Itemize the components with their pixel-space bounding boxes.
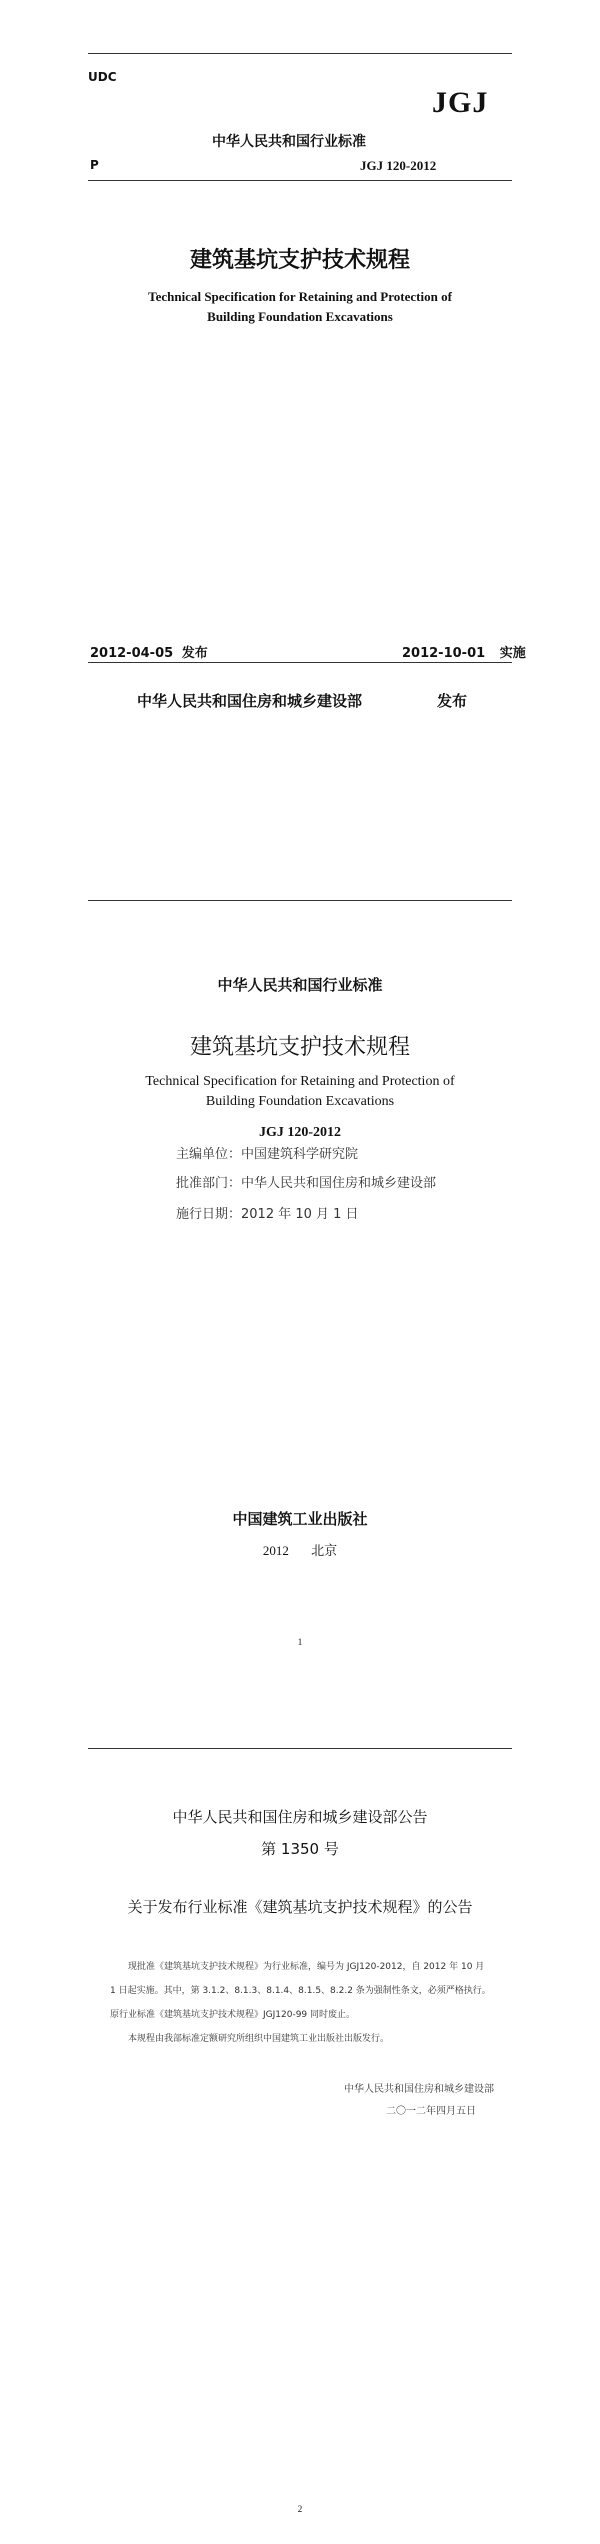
cover-top-rule xyxy=(88,53,512,54)
pub-city: 北京 xyxy=(311,1544,338,1559)
udc-label: UDC xyxy=(88,70,117,84)
page-number-1: 1 xyxy=(297,1637,303,1647)
cover-std-category: 中华人民共和国行业标准 xyxy=(212,134,366,150)
title-cn: 建筑基坑支护技术规程 xyxy=(189,1035,410,1060)
title-en-line1: Technical Specification for Retaining and Protection of xyxy=(145,1074,455,1089)
sign-org: 中华人民共和国住房和城乡建设部 xyxy=(344,2084,494,2095)
announcement-org: 中华人民共和国住房和城乡建设部公告 xyxy=(172,1808,428,1826)
sign-date: 二〇一二年四月五日 xyxy=(386,2106,476,2117)
cover-std-number: JGJ 120-2012 xyxy=(360,158,437,173)
impl-date: 2012-10-01 xyxy=(402,646,486,661)
announcement-title: 关于发布行业标准《建筑基坑支护技术规程》的公告 xyxy=(127,1898,473,1916)
p-label: P xyxy=(90,158,99,172)
pub-year: 2012 xyxy=(262,1543,289,1558)
cover-title-en-line2: Building Foundation Excavations xyxy=(207,309,393,324)
jgj-logo: JGJ xyxy=(432,86,489,119)
announcement-para2: 本规程由我部标准定额研究所组织中国建筑工业出版社出版发行。 xyxy=(128,2034,390,2044)
effective-date-line: 施行日期：2012 年 10 月 1 日 xyxy=(176,1207,359,1222)
editor-line: 主编单位：中国建筑科学研究院 xyxy=(176,1147,359,1162)
announcement-top-rule xyxy=(88,1748,512,1749)
cover-issue-line xyxy=(90,642,208,661)
cover-title-en-line1: Technical Specification for Retaining and Protection of xyxy=(148,289,452,304)
approver-line: 批准部门：中华人民共和国住房和城乡建设部 xyxy=(176,1176,437,1191)
cover-title-cn: 建筑基坑支护技术规程 xyxy=(189,248,410,273)
cover-header-rule xyxy=(88,180,512,181)
publication-line xyxy=(0,1540,600,1559)
cover-impl-line xyxy=(402,642,526,661)
title-std-category: 中华人民共和国行业标准 xyxy=(217,976,383,994)
title-std-number: JGJ 120-2012 xyxy=(258,1125,342,1140)
publisher: 中国建筑工业出版社 xyxy=(232,1510,368,1528)
issuer: 中华人民共和国住房和城乡建设部 xyxy=(137,692,363,710)
cover-bottom-rule xyxy=(88,662,512,663)
announcement-para1-line3: 原行业标准《建筑基坑支护技术规程》JGJ120-99 同时废止。 xyxy=(110,2010,356,2020)
title-page-top-rule xyxy=(88,900,512,901)
impl-word: 实施 xyxy=(499,646,526,661)
title-en-line2: Building Foundation Excavations xyxy=(205,1094,395,1109)
announcement-para1-line1: 现批准《建筑基坑支护技术规程》为行业标准，编号为 JGJ120-2012，自 2012 年 10 月 xyxy=(128,1962,485,1972)
issue-date: 2012-04-05 xyxy=(90,646,174,661)
announcement-para1-line2: 1 日起实施。其中，第 3.1.2、8.1.3、8.1.4、8.1.5、8.2.2 条为强制性条文，必须严格执行。 xyxy=(110,1986,491,1996)
issue-word: 发布 xyxy=(181,646,208,661)
issuer-word: 发布 xyxy=(437,692,468,710)
page-number-2: 2 xyxy=(297,2504,303,2514)
announcement-number: 第 1350 号 xyxy=(261,1840,339,1858)
